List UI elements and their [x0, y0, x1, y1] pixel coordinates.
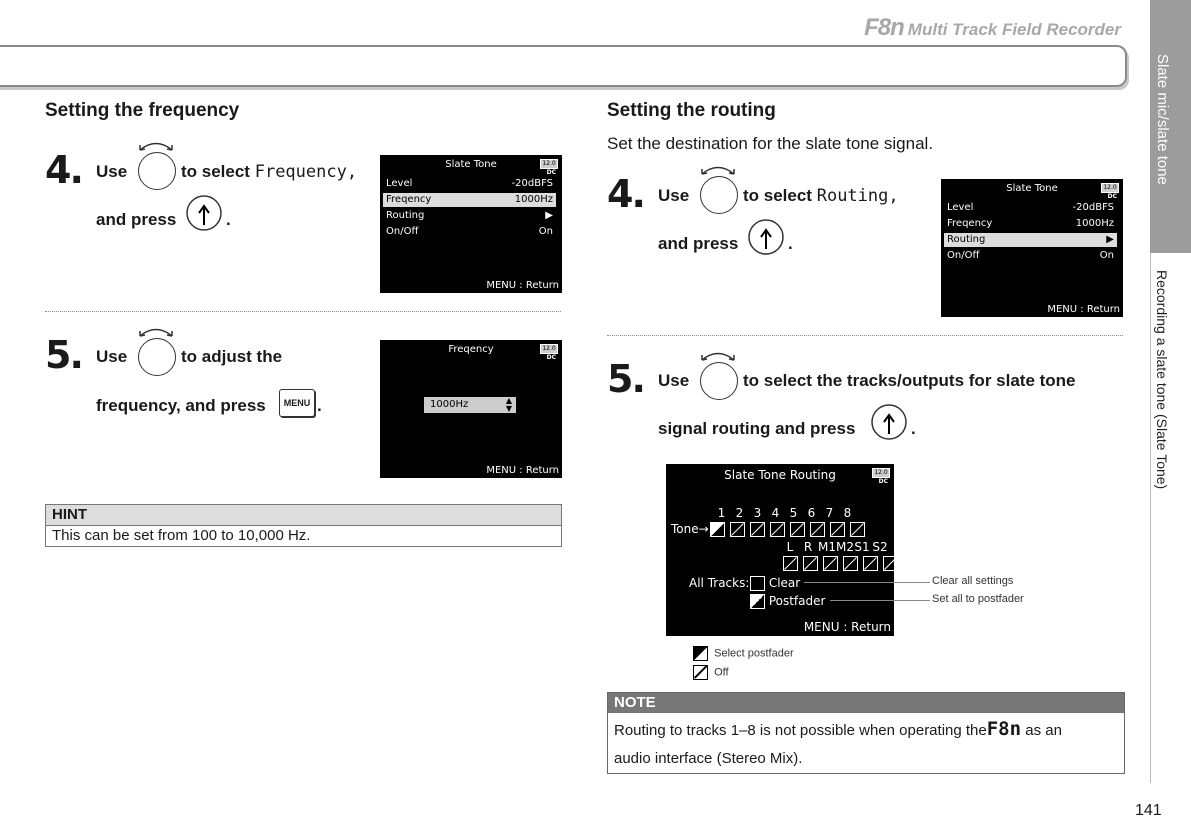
menu-return-hint: MENU : Return [486, 280, 559, 291]
left-slate-tone-screen [380, 155, 562, 293]
row-value: 1000Hz [514, 194, 553, 205]
menu-row-onoff[interactable] [944, 249, 1117, 263]
menu-return-hint: MENU : Return [486, 465, 559, 476]
output-label: L [786, 540, 794, 554]
left-step5-number: 5. [45, 333, 82, 377]
all-tracks-label: All Tracks: [689, 576, 750, 590]
row-label: Routing [947, 234, 986, 245]
note-box [607, 692, 1125, 774]
track-label: 2 [735, 506, 744, 520]
frequency-value-field[interactable] [424, 397, 516, 413]
row-label: Freqency [386, 194, 432, 205]
menu-row-routing[interactable] [383, 209, 556, 223]
note-text [608, 713, 1124, 773]
postfader-checkbox[interactable] [750, 594, 765, 609]
menu-row-level[interactable] [944, 201, 1117, 215]
track-checkboxes [710, 522, 865, 537]
track-label: 7 [825, 506, 834, 520]
left-step5-period: . [317, 396, 322, 415]
slate-tone-routing-screen [666, 464, 894, 636]
brand-header [864, 14, 1121, 42]
right-step5-number: 5. [607, 357, 644, 401]
right-step4-period: . [788, 234, 793, 253]
output-checkbox[interactable] [783, 556, 798, 571]
output-label: S2 [872, 540, 888, 554]
right-step4-param: Routing [816, 186, 889, 206]
output-checkboxes [783, 556, 894, 571]
menu-row-level[interactable] [383, 177, 556, 191]
frequency-screen [380, 340, 562, 478]
legend-off [693, 665, 729, 680]
postfader-option[interactable] [750, 594, 825, 609]
dc-label: DC [878, 478, 888, 485]
row-value: On [1099, 250, 1114, 261]
hint-text: This can be set from 100 to 10,000 Hz. [52, 527, 311, 544]
left-step4-use: Use [96, 162, 128, 181]
menu-return-hint: MENU : Return [1047, 304, 1120, 315]
output-label: R [803, 540, 813, 554]
row-label: Freqency [947, 218, 993, 229]
title-bar [0, 45, 1127, 87]
divider [607, 335, 1123, 336]
right-step5-line2: signal routing and press [658, 419, 856, 438]
dc-label: DC [546, 354, 556, 361]
left-heading: Setting the frequency [45, 100, 240, 121]
screen-title: Freqency [448, 344, 494, 355]
track-checkbox[interactable] [770, 522, 785, 537]
screen-title: Slate Tone Routing [724, 468, 836, 482]
row-value: 1000Hz [1075, 218, 1114, 229]
battery-icon: 12.0 [540, 344, 558, 354]
battery-icon: 12.0 [872, 468, 890, 478]
callout-line-clear [804, 582, 930, 583]
left-step4-comma: , [346, 162, 358, 182]
menu-key-icon: MENU [279, 389, 315, 417]
rotate-arrows-icon [137, 139, 175, 151]
right-step5-use: Use [658, 371, 690, 390]
right-step4-use: Use [658, 186, 690, 205]
output-checkbox[interactable] [843, 556, 858, 571]
track-label: 1 [717, 506, 726, 520]
clear-option[interactable] [750, 576, 800, 591]
row-label: Level [386, 178, 413, 189]
menu-row-onoff[interactable] [383, 225, 556, 239]
left-step4-param: Frequency [254, 162, 347, 182]
hint-box [45, 504, 562, 547]
rotate-arrows-icon [699, 163, 737, 175]
track-label: 6 [807, 506, 816, 520]
frequency-value: 1000Hz [430, 399, 469, 410]
right-step4-and-press: and press [658, 234, 739, 253]
row-label: On/Off [386, 226, 419, 237]
dial-icon [138, 152, 176, 190]
left-step4-and-press: and press [96, 210, 177, 229]
left-step5-line2: frequency, and press [96, 396, 266, 415]
menu-return-hint: MENU : Return [803, 620, 891, 634]
dial-icon [700, 176, 738, 214]
callout-clear: Clear all settings [932, 575, 1014, 587]
note-title: NOTE [608, 693, 1124, 713]
left-step4-select: to select [181, 162, 250, 181]
track-checkbox[interactable] [830, 522, 845, 537]
rotate-arrows-icon [699, 349, 737, 361]
page-number: 141 [1135, 802, 1162, 819]
row-value: On [538, 226, 553, 237]
clear-label: Clear [768, 576, 801, 590]
press-dial-icon [871, 404, 907, 440]
track-checkbox[interactable] [710, 522, 725, 537]
right-step4-select: to select [743, 186, 812, 205]
rotate-arrows-icon [137, 325, 175, 337]
legend-postfader [693, 646, 794, 661]
output-label: S1 [854, 540, 870, 554]
postfader-swatch-icon [693, 646, 708, 661]
callout-postfader: Set all to postfader [932, 593, 1024, 605]
brand-subtitle: Multi Track Field Recorder [907, 20, 1121, 39]
row-value: ▶ [545, 210, 553, 221]
tone-label: Tone→ [671, 522, 709, 536]
right-step5-period: . [911, 419, 916, 438]
right-step4-text [743, 186, 899, 206]
note-model: F8n [986, 718, 1022, 740]
left-step4-period: . [226, 210, 231, 229]
output-checkbox[interactable] [863, 556, 878, 571]
left-step5-adjust: to adjust the [181, 347, 283, 366]
output-checkbox[interactable] [803, 556, 818, 571]
row-value: -20dBFS [511, 178, 553, 189]
off-swatch-icon [693, 665, 708, 680]
postfader-label: Postfader [768, 594, 826, 608]
track-label: 3 [753, 506, 762, 520]
battery-icon: 12.0 [1101, 183, 1119, 193]
track-checkbox[interactable] [750, 522, 765, 537]
row-label: Level [947, 202, 974, 213]
output-label: M1 [818, 540, 836, 554]
legend-postfader-label: Select postfader [714, 647, 794, 660]
clear-checkbox[interactable] [750, 576, 765, 591]
side-tab-section-label: Slate mic/slate tone [1154, 54, 1171, 185]
row-value: -20dBFS [1072, 202, 1114, 213]
output-label: M2 [836, 540, 854, 554]
divider [45, 311, 561, 312]
right-slate-tone-screen [941, 179, 1123, 317]
track-checkbox[interactable] [850, 522, 865, 537]
menu-row-frequency[interactable] [944, 217, 1117, 231]
track-checkbox[interactable] [730, 522, 745, 537]
track-checkbox[interactable] [810, 522, 825, 537]
side-divider [1150, 253, 1151, 783]
dial-icon [700, 362, 738, 400]
track-label: 8 [843, 506, 852, 520]
dc-label: DC [1107, 193, 1117, 200]
row-label: On/Off [947, 250, 980, 261]
track-checkbox[interactable] [790, 522, 805, 537]
left-step5-use: Use [96, 347, 128, 366]
dial-icon [138, 338, 176, 376]
press-dial-icon [748, 219, 784, 255]
hint-title: HINT [46, 505, 561, 526]
right-step5-select: to select the tracks/outputs for slate tone [743, 371, 1076, 390]
output-checkbox[interactable] [823, 556, 838, 571]
right-step4-number: 4. [607, 172, 644, 216]
press-dial-icon [186, 195, 222, 231]
track-label: 4 [771, 506, 780, 520]
note-text-after: as an [1025, 722, 1062, 739]
screen-title: Slate Tone [445, 159, 497, 170]
left-step4-number: 4. [45, 148, 82, 192]
row-label: Routing [386, 210, 425, 221]
side-tab-topic-label[interactable]: Recording a slate tone (Slate Tone) [1154, 270, 1170, 490]
right-step4-comma: , [888, 186, 899, 206]
output-checkbox[interactable] [883, 556, 894, 571]
battery-icon: 12.0 [540, 159, 558, 169]
right-heading: Setting the routing [607, 100, 776, 121]
note-line2: audio interface (Stereo Mix). [614, 750, 803, 767]
menu-row-routing[interactable] [944, 233, 1117, 247]
callout-line-postfader [830, 600, 930, 601]
screen-title: Slate Tone [1006, 183, 1058, 194]
row-value: ▶ [1106, 234, 1114, 245]
legend-off-label: Off [714, 666, 729, 679]
dc-label: DC [546, 169, 556, 176]
left-step4-text [181, 162, 357, 182]
note-text-before: Routing to tracks 1–8 is not possible when operating the [614, 722, 987, 739]
brand-model: F8n [864, 14, 904, 41]
track-label: 5 [789, 506, 798, 520]
track-numbers [715, 506, 854, 520]
output-labels [782, 540, 888, 554]
right-intro: Set the destination for the slate tone signal. [607, 134, 934, 153]
up-down-arrows-icon: ▲ ▼ [505, 396, 512, 413]
menu-row-frequency[interactable] [383, 193, 556, 207]
